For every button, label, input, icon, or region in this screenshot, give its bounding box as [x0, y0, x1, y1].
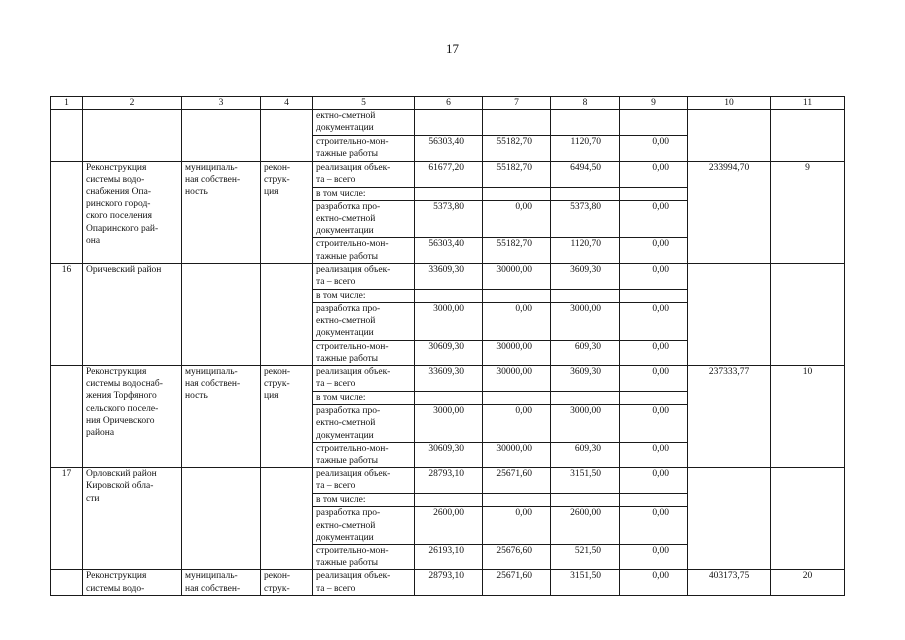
- cell-work-type: [261, 263, 313, 365]
- cell-cost: 233994,70: [688, 161, 771, 263]
- cell-local: 0,00: [620, 468, 688, 494]
- cell-expense-type: ектно-сметной документации: [313, 110, 415, 135]
- cell-name: [83, 110, 182, 161]
- cell-cost: [688, 110, 771, 161]
- cell-total: [415, 187, 483, 200]
- cell-total: [415, 289, 483, 302]
- cell-ownership: муниципаль- ная собствен-: [182, 570, 261, 595]
- cell-local: 0,00: [620, 135, 688, 161]
- cell-total: 30609,30: [415, 340, 483, 365]
- cell-federal: 55182,70: [483, 135, 551, 161]
- cell-regional: 2600,00: [551, 507, 620, 545]
- cell-total: 33609,30: [415, 263, 483, 289]
- cell-ownership: [182, 263, 261, 365]
- cell-rank: 10: [771, 366, 845, 468]
- cell-regional: 1120,70: [551, 135, 620, 161]
- cell-num: [51, 570, 83, 595]
- cell-rank: [771, 110, 845, 161]
- table-row: [51, 468, 845, 494]
- cell-regional: [551, 392, 620, 405]
- header-cell: 7: [483, 97, 551, 110]
- cell-expense-type: разработка про- ектно-сметной документации: [313, 507, 415, 545]
- table-row: [51, 570, 845, 595]
- cell-federal: [483, 289, 551, 302]
- cell-regional: [551, 289, 620, 302]
- cell-cost: 403173,75: [688, 570, 771, 595]
- cell-num: [51, 110, 83, 161]
- cell-expense-type: строительно-мон- тажные работы: [313, 238, 415, 263]
- cell-regional: [551, 110, 620, 135]
- cell-expense-type: в том числе:: [313, 392, 415, 405]
- cell-local: 0,00: [620, 161, 688, 187]
- cell-regional: 3151,50: [551, 468, 620, 494]
- cell-expense-type: в том числе:: [313, 494, 415, 507]
- cell-regional: 5373,80: [551, 200, 620, 238]
- cell-rank: 9: [771, 161, 845, 263]
- cell-federal: 0,00: [483, 200, 551, 238]
- cell-name: Реконструкция системы водоснаб- жения Торфяного сельского поселе- ния Оричевского района: [83, 366, 182, 468]
- cell-regional: 6494,50: [551, 161, 620, 187]
- cell-total: 28793,10: [415, 570, 483, 595]
- cell-expense-type: реализация объек- та – всего: [313, 570, 415, 595]
- cell-local: 0,00: [620, 263, 688, 289]
- cell-ownership: муниципаль- ная собствен- ность: [182, 366, 261, 468]
- header-cell: 1: [51, 97, 83, 110]
- investment-table: [50, 96, 845, 596]
- cell-federal: 0,00: [483, 507, 551, 545]
- cell-total: 26193,10: [415, 545, 483, 570]
- header-cell: 5: [313, 97, 415, 110]
- cell-local: [620, 392, 688, 405]
- cell-name: Реконструкция системы водо-: [83, 570, 182, 595]
- cell-expense-type: реализация объек- та – всего: [313, 366, 415, 392]
- cell-federal: [483, 392, 551, 405]
- cell-regional: 1120,70: [551, 238, 620, 263]
- cell-federal: 25676,60: [483, 545, 551, 570]
- cell-regional: 3609,30: [551, 366, 620, 392]
- cell-total: 56303,40: [415, 238, 483, 263]
- page-number: 17: [446, 41, 459, 56]
- cell-expense-type: реализация объек- та – всего: [313, 263, 415, 289]
- cell-federal: 55182,70: [483, 161, 551, 187]
- cell-total: [415, 494, 483, 507]
- cell-cost: [688, 263, 771, 365]
- cell-rank: 20: [771, 570, 845, 595]
- cell-total: 56303,40: [415, 135, 483, 161]
- cell-local: [620, 494, 688, 507]
- cell-regional: 3609,30: [551, 263, 620, 289]
- cell-ownership: [182, 468, 261, 570]
- cell-regional: 3000,00: [551, 405, 620, 443]
- header-cell: 3: [182, 97, 261, 110]
- cell-total: 3000,00: [415, 303, 483, 341]
- cell-total: 5373,80: [415, 200, 483, 238]
- cell-num: [51, 366, 83, 468]
- cell-regional: 521,50: [551, 545, 620, 570]
- cell-name: Реконструкция системы водо- снабжения Опа- ринского город- ского поселения Опаринского рай- она: [83, 161, 182, 263]
- cell-total: [415, 392, 483, 405]
- table-row: [51, 366, 845, 392]
- cell-work-type: [261, 468, 313, 570]
- cell-local: 0,00: [620, 366, 688, 392]
- cell-total: 2600,00: [415, 507, 483, 545]
- cell-federal: 30000,00: [483, 442, 551, 467]
- cell-expense-type: в том числе:: [313, 187, 415, 200]
- header-cell: 10: [688, 97, 771, 110]
- cell-federal: [483, 110, 551, 135]
- header-cell: 4: [261, 97, 313, 110]
- cell-regional: 609,30: [551, 340, 620, 365]
- cell-regional: 3000,00: [551, 303, 620, 341]
- cell-expense-type: строительно-мон- тажные работы: [313, 135, 415, 161]
- header-cell: 6: [415, 97, 483, 110]
- table-row: [51, 161, 845, 187]
- cell-federal: 25671,60: [483, 468, 551, 494]
- cell-total: 30609,30: [415, 442, 483, 467]
- cell-local: [620, 187, 688, 200]
- cell-num: 17: [51, 468, 83, 570]
- cell-work-type: рекон- струк-: [261, 570, 313, 595]
- cell-expense-type: реализация объек- та – всего: [313, 468, 415, 494]
- cell-expense-type: реализация объек- та – всего: [313, 161, 415, 187]
- cell-total: 28793,10: [415, 468, 483, 494]
- cell-expense-type: разработка про- ектно-сметной документации: [313, 200, 415, 238]
- cell-local: 0,00: [620, 238, 688, 263]
- cell-ownership: муниципаль- ная собствен- ность: [182, 161, 261, 263]
- cell-cost: 237333,77: [688, 366, 771, 468]
- cell-federal: 30000,00: [483, 366, 551, 392]
- cell-expense-type: строительно-мон- тажные работы: [313, 340, 415, 365]
- cell-local: 0,00: [620, 405, 688, 443]
- cell-name: Орловский район Кировской обла- сти: [83, 468, 182, 570]
- cell-total: 61677,20: [415, 161, 483, 187]
- cell-work-type: рекон- струк- ция: [261, 366, 313, 468]
- header-cell: 2: [83, 97, 182, 110]
- cell-regional: 3151,50: [551, 570, 620, 595]
- header-cell: 8: [551, 97, 620, 110]
- cell-local: [620, 289, 688, 302]
- cell-federal: 30000,00: [483, 263, 551, 289]
- cell-total: 33609,30: [415, 366, 483, 392]
- cell-regional: [551, 187, 620, 200]
- cell-name: Оричевский район: [83, 263, 182, 365]
- cell-federal: [483, 494, 551, 507]
- cell-work-type: [261, 110, 313, 161]
- cell-federal: 0,00: [483, 405, 551, 443]
- cell-expense-type: строительно-мон- тажные работы: [313, 545, 415, 570]
- cell-ownership: [182, 110, 261, 161]
- cell-num: 16: [51, 263, 83, 365]
- cell-num: [51, 161, 83, 263]
- cell-regional: 609,30: [551, 442, 620, 467]
- cell-federal: 30000,00: [483, 340, 551, 365]
- cell-local: 0,00: [620, 340, 688, 365]
- cell-work-type: рекон- струк- ция: [261, 161, 313, 263]
- table-row: [51, 263, 845, 289]
- cell-federal: 0,00: [483, 303, 551, 341]
- cell-local: [620, 110, 688, 135]
- cell-expense-type: разработка про- ектно-сметной документации: [313, 405, 415, 443]
- cell-total: [415, 110, 483, 135]
- cell-total: 3000,00: [415, 405, 483, 443]
- cell-expense-type: разработка про- ектно-сметной документации: [313, 303, 415, 341]
- cell-regional: [551, 494, 620, 507]
- cell-federal: [483, 187, 551, 200]
- cell-federal: 25671,60: [483, 570, 551, 595]
- column-number-row: [51, 97, 845, 110]
- cell-local: 0,00: [620, 200, 688, 238]
- cell-expense-type: строительно-мон- тажные работы: [313, 442, 415, 467]
- cell-local: 0,00: [620, 442, 688, 467]
- cell-federal: 55182,70: [483, 238, 551, 263]
- cell-local: 0,00: [620, 507, 688, 545]
- header-cell: 9: [620, 97, 688, 110]
- header-cell: 11: [771, 97, 845, 110]
- cell-rank: [771, 263, 845, 365]
- cell-cost: [688, 468, 771, 570]
- cell-local: 0,00: [620, 545, 688, 570]
- cell-rank: [771, 468, 845, 570]
- cell-local: 0,00: [620, 570, 688, 595]
- cell-local: 0,00: [620, 303, 688, 341]
- table-row: [51, 110, 845, 135]
- cell-expense-type: в том числе:: [313, 289, 415, 302]
